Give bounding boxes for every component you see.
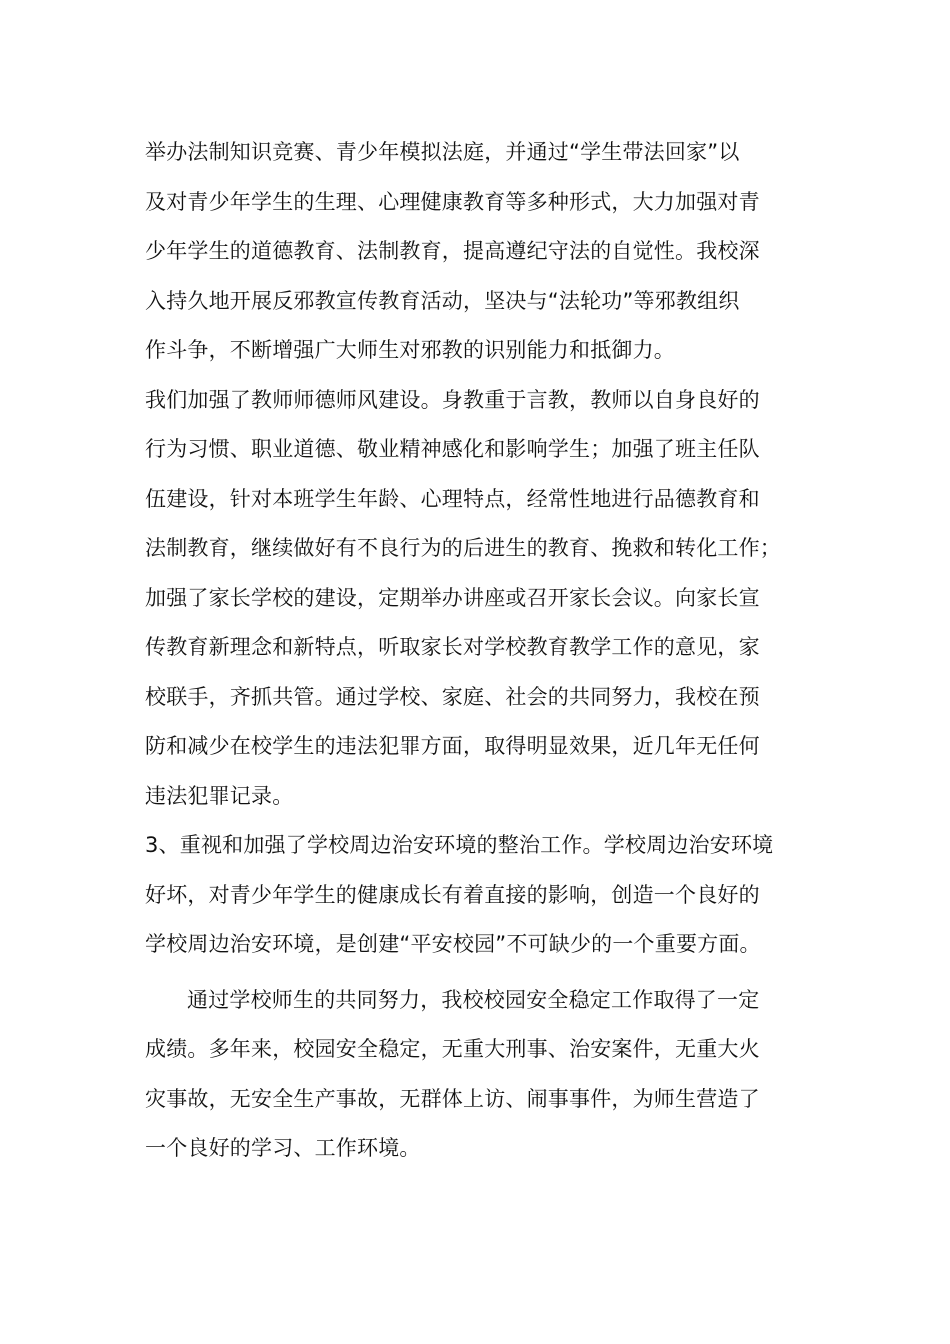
document-body: [145, 128, 815, 1174]
text-line: 校联手，齐抓共管。通过学校、家庭、社会的共同努力，我校在预: [145, 684, 760, 709]
text-line: 伍建设，针对本班学生年龄、心理特点，经常性地进行品德教育和: [145, 486, 760, 511]
text-line: 举办法制知识竞赛、青少年模拟法庭，并通过“学生带法回家”以: [145, 140, 740, 164]
text-line: 传教育新理念和新特点，听取家长对学校教育教学工作的意见，家: [145, 635, 760, 659]
text-line: 入持久地开展反邪教宣传教育活动，坚决与“法轮功”等邪教组织: [145, 288, 740, 313]
text-line: 通过学校师生的共同努力，我校校园安全稳定工作取得了一定: [187, 987, 760, 1012]
text-line: 违法犯罪记录。: [145, 783, 294, 808]
text-line: 成绩。多年来，校园安全稳定，无重大刑事、治安案件，无重大火: [145, 1037, 760, 1061]
text-line: 灾事故，无安全生产事故，无群体上访、闹事事件，为师生营造了: [145, 1086, 760, 1111]
text-line: 一个良好的学习、工作环境。: [145, 1136, 421, 1160]
text-line: 作斗争，不断增强广大师生对邪教的识别能力和抵御力。: [145, 338, 675, 362]
text-line: 我们加强了教师师德师风建设。身教重于言教，教师以自身良好的: [145, 387, 760, 412]
text-line: 及对青少年学生的生理、心理健康教育等多种形式，大力加强对青: [145, 189, 760, 214]
text-line: 少年学生的道德教育、法制教育，提高遵纪守法的自觉性。我校深: [145, 239, 760, 263]
text-line: 好坏，对青少年学生的健康成长有着直接的影响，创造一个良好的: [145, 882, 760, 907]
text-line: 法制教育，继续做好有不良行为的后进生的教育、挽救和转化工作；: [145, 536, 781, 560]
text-line: 加强了家长学校的建设，定期举办讲座或召开家长会议。向家长宣: [145, 585, 760, 610]
text-line: 3、重视和加强了学校周边治安环境的整治工作。学校周边治安环境: [145, 833, 774, 857]
text-line: 行为习惯、职业道德、敬业精神感化和影响学生；加强了班主任队: [145, 437, 760, 461]
text-line: 学校周边治安环境，是创建“平安校园”不可缺少的一个重要方面。: [145, 932, 761, 956]
text-line: 防和减少在校学生的违法犯罪方面，取得明显效果，近几年无任何: [145, 734, 760, 758]
